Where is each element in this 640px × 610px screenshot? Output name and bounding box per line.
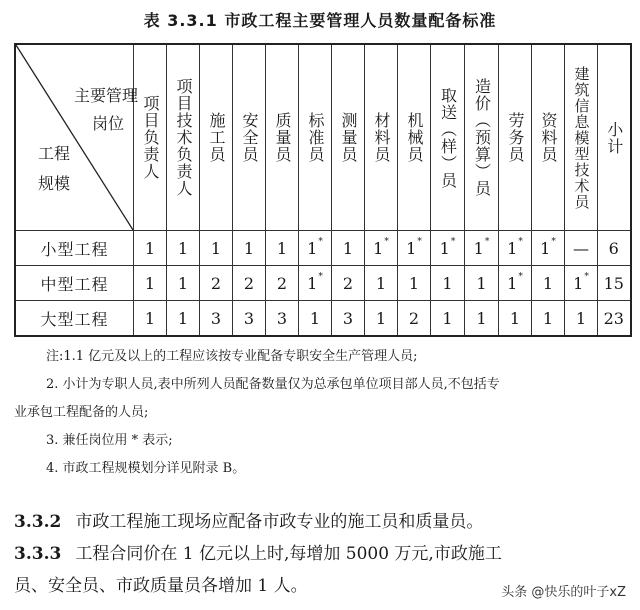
count-cell: 1 — [532, 301, 565, 337]
count-cell: 1 — [365, 301, 398, 337]
source-watermark: 头条 @快乐的叶子xZ — [501, 585, 626, 600]
count-cell: 1* — [398, 231, 431, 266]
concurrent-post-marker: * — [318, 236, 323, 247]
count-cell: 1* — [365, 231, 398, 266]
count-cell: 1 — [398, 266, 431, 301]
clause-3-3-2 — [14, 508, 626, 536]
table-row — [15, 231, 631, 266]
clause-text: 市政工程施工现场应配备市政专业的施工员和质量员。 — [75, 512, 484, 532]
concurrent-post-marker: * — [518, 271, 523, 282]
column-header: 质量员 — [266, 44, 299, 231]
row-label: 大型工程 — [15, 301, 134, 337]
count-cell: 1* — [499, 231, 532, 266]
count-cell: 1* — [565, 266, 598, 301]
concurrent-post-marker: * — [584, 271, 589, 282]
column-header: 建筑信息模型技术员 — [565, 44, 598, 231]
column-header: 安全员 — [233, 44, 266, 231]
count-cell: 1 — [299, 301, 332, 337]
table-notes — [14, 343, 626, 483]
concurrent-post-marker: * — [384, 236, 389, 247]
count-cell: 3 — [332, 301, 365, 337]
count-cell: 2 — [266, 266, 299, 301]
header-row — [15, 44, 631, 231]
count-cell: 1 — [499, 301, 532, 337]
column-header: 项目技术负责人 — [167, 44, 200, 231]
note-1: 注:1.1 亿元及以上的工程应该按专业配备专职安全生产管理人员; — [46, 349, 418, 364]
column-header: 测量员 — [332, 44, 365, 231]
count-cell: 1 — [167, 301, 200, 337]
column-header: 标准员 — [299, 44, 332, 231]
count-cell: 1 — [532, 266, 565, 301]
note-2-continued: 业承包工程配备的人员; — [14, 405, 149, 420]
count-cell: 1 — [167, 231, 200, 266]
corner-top-label-2: 岗位 — [92, 114, 125, 133]
count-cell: 1* — [299, 266, 332, 301]
subtotal-cell: 15 — [598, 266, 631, 301]
staffing-standard-table — [14, 43, 632, 337]
concurrent-post-marker: * — [551, 236, 556, 247]
column-header-subtotal: 小计 — [598, 44, 631, 231]
column-header: 资料员 — [532, 44, 565, 231]
clause-number: 3.3.3 — [14, 544, 62, 564]
count-cell: 1* — [299, 231, 332, 266]
concurrent-post-marker: * — [318, 271, 323, 282]
count-cell: 1 — [134, 301, 167, 337]
count-cell: 1 — [431, 266, 465, 301]
note-3: 3. 兼任岗位用 * 表示; — [46, 433, 173, 448]
count-cell: 1 — [332, 231, 365, 266]
count-cell: 1* — [499, 266, 532, 301]
count-cell: 1* — [532, 231, 565, 266]
count-cell: 1 — [431, 301, 465, 337]
count-cell: 2 — [200, 266, 233, 301]
table-row — [15, 301, 631, 337]
count-cell: 1 — [365, 266, 398, 301]
table-title: 表 3.3.1 市政工程主要管理人员数量配备标准 — [143, 11, 497, 30]
count-cell: 1 — [266, 231, 299, 266]
subtotal-cell: 23 — [598, 301, 631, 337]
column-header: 机械员 — [398, 44, 431, 231]
count-cell: 1 — [233, 231, 266, 266]
count-cell: 3 — [233, 301, 266, 337]
row-label: 中型工程 — [15, 266, 134, 301]
column-header: 材料员 — [365, 44, 398, 231]
count-cell: 1 — [200, 231, 233, 266]
count-cell: 1 — [465, 301, 499, 337]
concurrent-post-marker: * — [450, 236, 456, 247]
row-label: 小型工程 — [15, 231, 134, 266]
corner-bottom-label-2: 规模 — [38, 174, 71, 193]
count-cell: 2 — [398, 301, 431, 337]
count-cell: 1* — [431, 231, 465, 266]
clause-3-3-3 — [14, 540, 626, 568]
column-header: 劳务员 — [499, 44, 532, 231]
count-cell: 1 — [167, 266, 200, 301]
note-2: 2. 小计为专职人员,表中所列人员配备数量仅为总承包单位项目部人员,不包括专 — [46, 377, 500, 392]
count-cell: 2 — [233, 266, 266, 301]
corner-top-label-1: 主要管理 — [74, 86, 139, 105]
concurrent-post-marker: * — [417, 236, 422, 247]
count-cell: 1 — [465, 266, 499, 301]
count-cell: 2 — [332, 266, 365, 301]
corner-cell — [15, 44, 139, 231]
count-cell: 3 — [200, 301, 233, 337]
count-cell: — — [565, 231, 598, 266]
clause-text: 员、安全员、市政质量员各增加 1 人。 — [14, 576, 308, 596]
column-header: 造价︵预算︶员 — [465, 44, 499, 231]
concurrent-post-marker: * — [518, 236, 523, 247]
diagonal-divider — [16, 45, 133, 230]
note-4: 4. 市政工程规模划分详见附录 B。 — [46, 461, 246, 476]
column-header: 取送︵样︶员 — [431, 44, 465, 231]
count-cell: 1 — [565, 301, 598, 337]
count-cell: 3 — [266, 301, 299, 337]
clause-number: 3.3.2 — [14, 512, 62, 532]
concurrent-post-marker: * — [484, 236, 490, 247]
column-header: 施工员 — [200, 44, 233, 231]
count-cell: 1 — [134, 231, 167, 266]
count-cell: 1 — [134, 266, 167, 301]
corner-bottom-label-1: 工程 — [38, 144, 71, 163]
count-cell: 1* — [465, 231, 499, 266]
clause-text: 工程合同价在 1 亿元以上时,每增加 5000 万元,市政施工 — [75, 544, 502, 564]
subtotal-cell: 6 — [598, 231, 631, 266]
table-row — [15, 266, 631, 301]
column-header: 项目负责人 — [134, 44, 167, 231]
